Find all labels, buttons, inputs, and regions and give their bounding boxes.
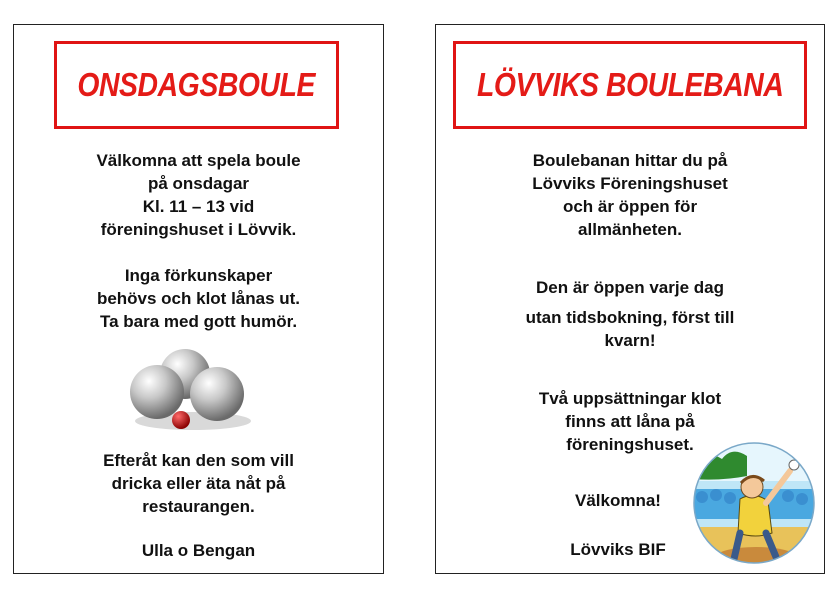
right-booking-paragraph [436,306,824,352]
left-after-paragraph [14,449,383,518]
text-line: Den är öppen varje dag [536,278,724,297]
signature-text: Ulla o Bengan [141,541,256,560]
text-line: föreningshuset. [566,435,694,454]
right-title: LÖVVIKS BOULEBANA [476,66,784,103]
welcome-text: Välkomna! [575,491,661,510]
left-title: ONSDAGSBOULE [77,66,316,103]
text-line: dricka eller äta nåt på [111,474,286,493]
text-line: Efteråt kan den som vill [103,451,294,470]
text-line: restaurangen. [142,497,255,516]
signature-text: Lövviks BIF [570,540,666,559]
left-intro-paragraph [14,149,383,241]
text-line: utan tidsbokning, först till [525,308,735,327]
text-line: och är öppen för [562,197,698,216]
right-flyer-panel [435,24,825,574]
text-line: föreningshuset i Lövvik. [100,220,297,239]
right-open-paragraph [436,276,824,299]
text-line: Två uppsättningar klot [538,389,722,408]
right-intro-paragraph [436,149,824,241]
left-title-box [54,41,339,129]
boule-player-cartoon-icon [692,441,816,565]
left-info-paragraph [14,264,383,333]
text-line: Ta bara med gott humör. [99,312,298,331]
boule-balls-icon [127,347,252,432]
text-line: Välkomna att spela boule [96,151,301,170]
text-line: finns att låna på [565,412,695,431]
text-line: allmänheten. [578,220,682,239]
text-line: kvarn! [604,331,656,350]
left-signature [14,539,383,562]
text-line: Boulebanan hittar du på [532,151,728,170]
right-title-box [453,41,807,129]
text-line: Kl. 11 – 13 vid [142,197,255,216]
text-line: Inga förkunskaper [124,266,273,285]
text-line: behövs och klot lånas ut. [96,289,301,308]
text-line: på onsdagar [147,174,250,193]
text-line: Lövviks Föreningshuset [532,174,728,193]
left-flyer-panel [13,24,384,574]
